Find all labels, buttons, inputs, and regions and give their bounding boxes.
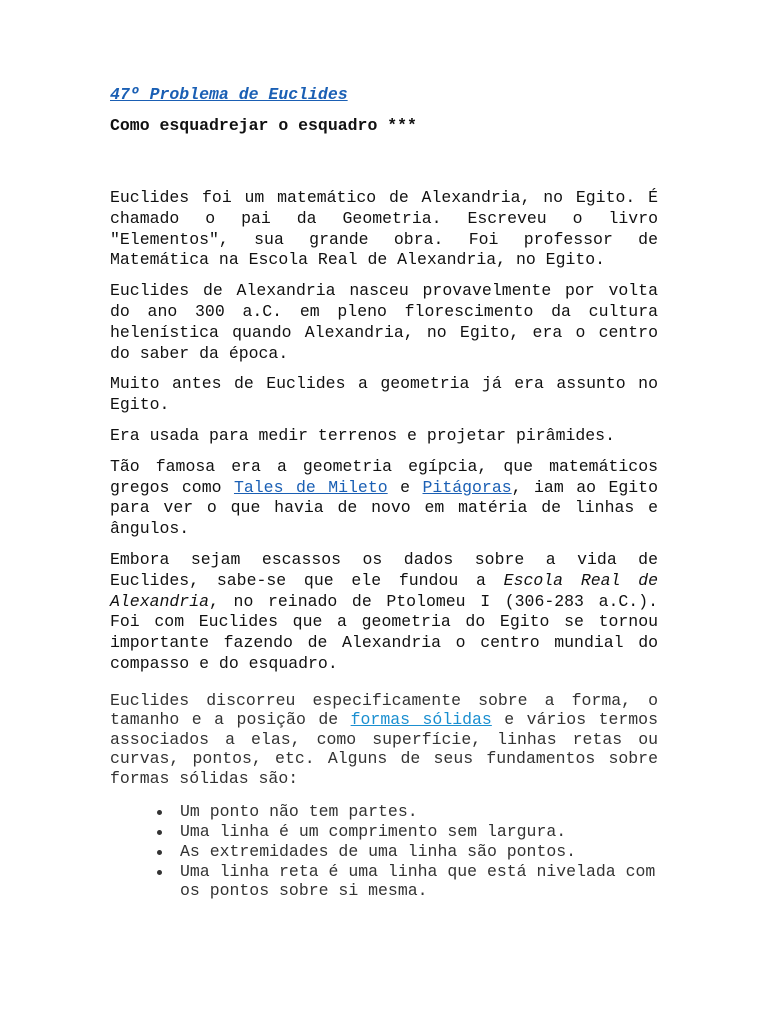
list-item	[180, 802, 658, 822]
list-item-text: Uma linha reta é uma linha que está nivelada com os pontos sobre si mesma.	[180, 861, 656, 901]
paragraph-5	[110, 457, 658, 540]
paragraph-5-text-before: Tão famosa era a geometria egípcia, que matemáticos gregos como	[110, 456, 658, 497]
bullet-icon	[157, 850, 162, 855]
list-item	[180, 822, 658, 842]
paragraph-3: Muito antes de Euclides a geometria já era assunto no Egito.	[110, 374, 658, 415]
subtitle: Como esquadrejar o esquadro ***	[110, 116, 417, 135]
formas-solidas-link[interactable]: formas sólidas	[350, 710, 492, 730]
fundamentos-list	[110, 802, 658, 901]
paragraph-7	[110, 691, 658, 789]
paragraph-6-text-after: , no reinado de Ptolomeu I (306-283 a.C.). Foi com Euclides que a geometria do Egito se tornou importante fazendo de Alexandria o centro mundial do compasso e do esquadro.	[110, 591, 658, 673]
paragraph-4: Era usada para medir terrenos e projetar pirâmides.	[110, 425, 615, 445]
paragraph-2: Euclides de Alexandria nasceu provavelmente por volta do ano 300 a.C. em pleno florescimento da cultura helenística quando Alexandria, no Egito, era o centro do saber da época.	[110, 281, 658, 363]
list-item	[180, 862, 658, 902]
paragraph-6-text-before: Embora sejam escassos os dados sobre a vida de Euclides, sabe-se que ele fundou a	[110, 549, 658, 590]
paragraph-7-text-before: Euclides discorreu especificamente sobre a forma, o tamanho e a posição de	[110, 690, 658, 730]
paragraph-5-text-after: , iam ao Egito para ver o que havia de novo em matéria de linhas e ângulos.	[110, 477, 658, 539]
paragraph-5-text-middle: e	[387, 477, 423, 497]
paragraph-7-text-after: e vários termos associados a elas, como superfície, linhas retas ou curvas, pontos, etc. Alguns de seus fundamentos sobre formas sólidas são:	[110, 710, 658, 788]
escola-real-italic: Escola Real de Alexandria	[110, 570, 658, 611]
list-item-text: Uma linha é um comprimento sem largura.	[180, 822, 567, 842]
bullet-icon	[157, 830, 162, 835]
bullet-icon	[157, 810, 162, 815]
list-item	[180, 842, 658, 862]
list-item-text: Um ponto não tem partes.	[180, 802, 418, 822]
pitagoras-link[interactable]: Pitágoras	[422, 477, 512, 497]
paragraph-6	[110, 550, 658, 675]
tales-de-mileto-link[interactable]: Tales de Mileto	[233, 477, 388, 497]
bullet-icon	[157, 870, 162, 875]
document-content	[110, 84, 658, 901]
paragraph-1: Euclides foi um matemático de Alexandria, no Egito. É chamado o pai da Geometria. Escreveu o livro "Elementos", sua grande obra. Foi professor de Matemática na Escola Real de Alexandria, no Egito.	[110, 188, 658, 270]
list-item-text: As extremidades de uma linha são pontos.	[180, 841, 577, 861]
title-link[interactable]: 47º Problema de Euclides	[110, 85, 348, 104]
